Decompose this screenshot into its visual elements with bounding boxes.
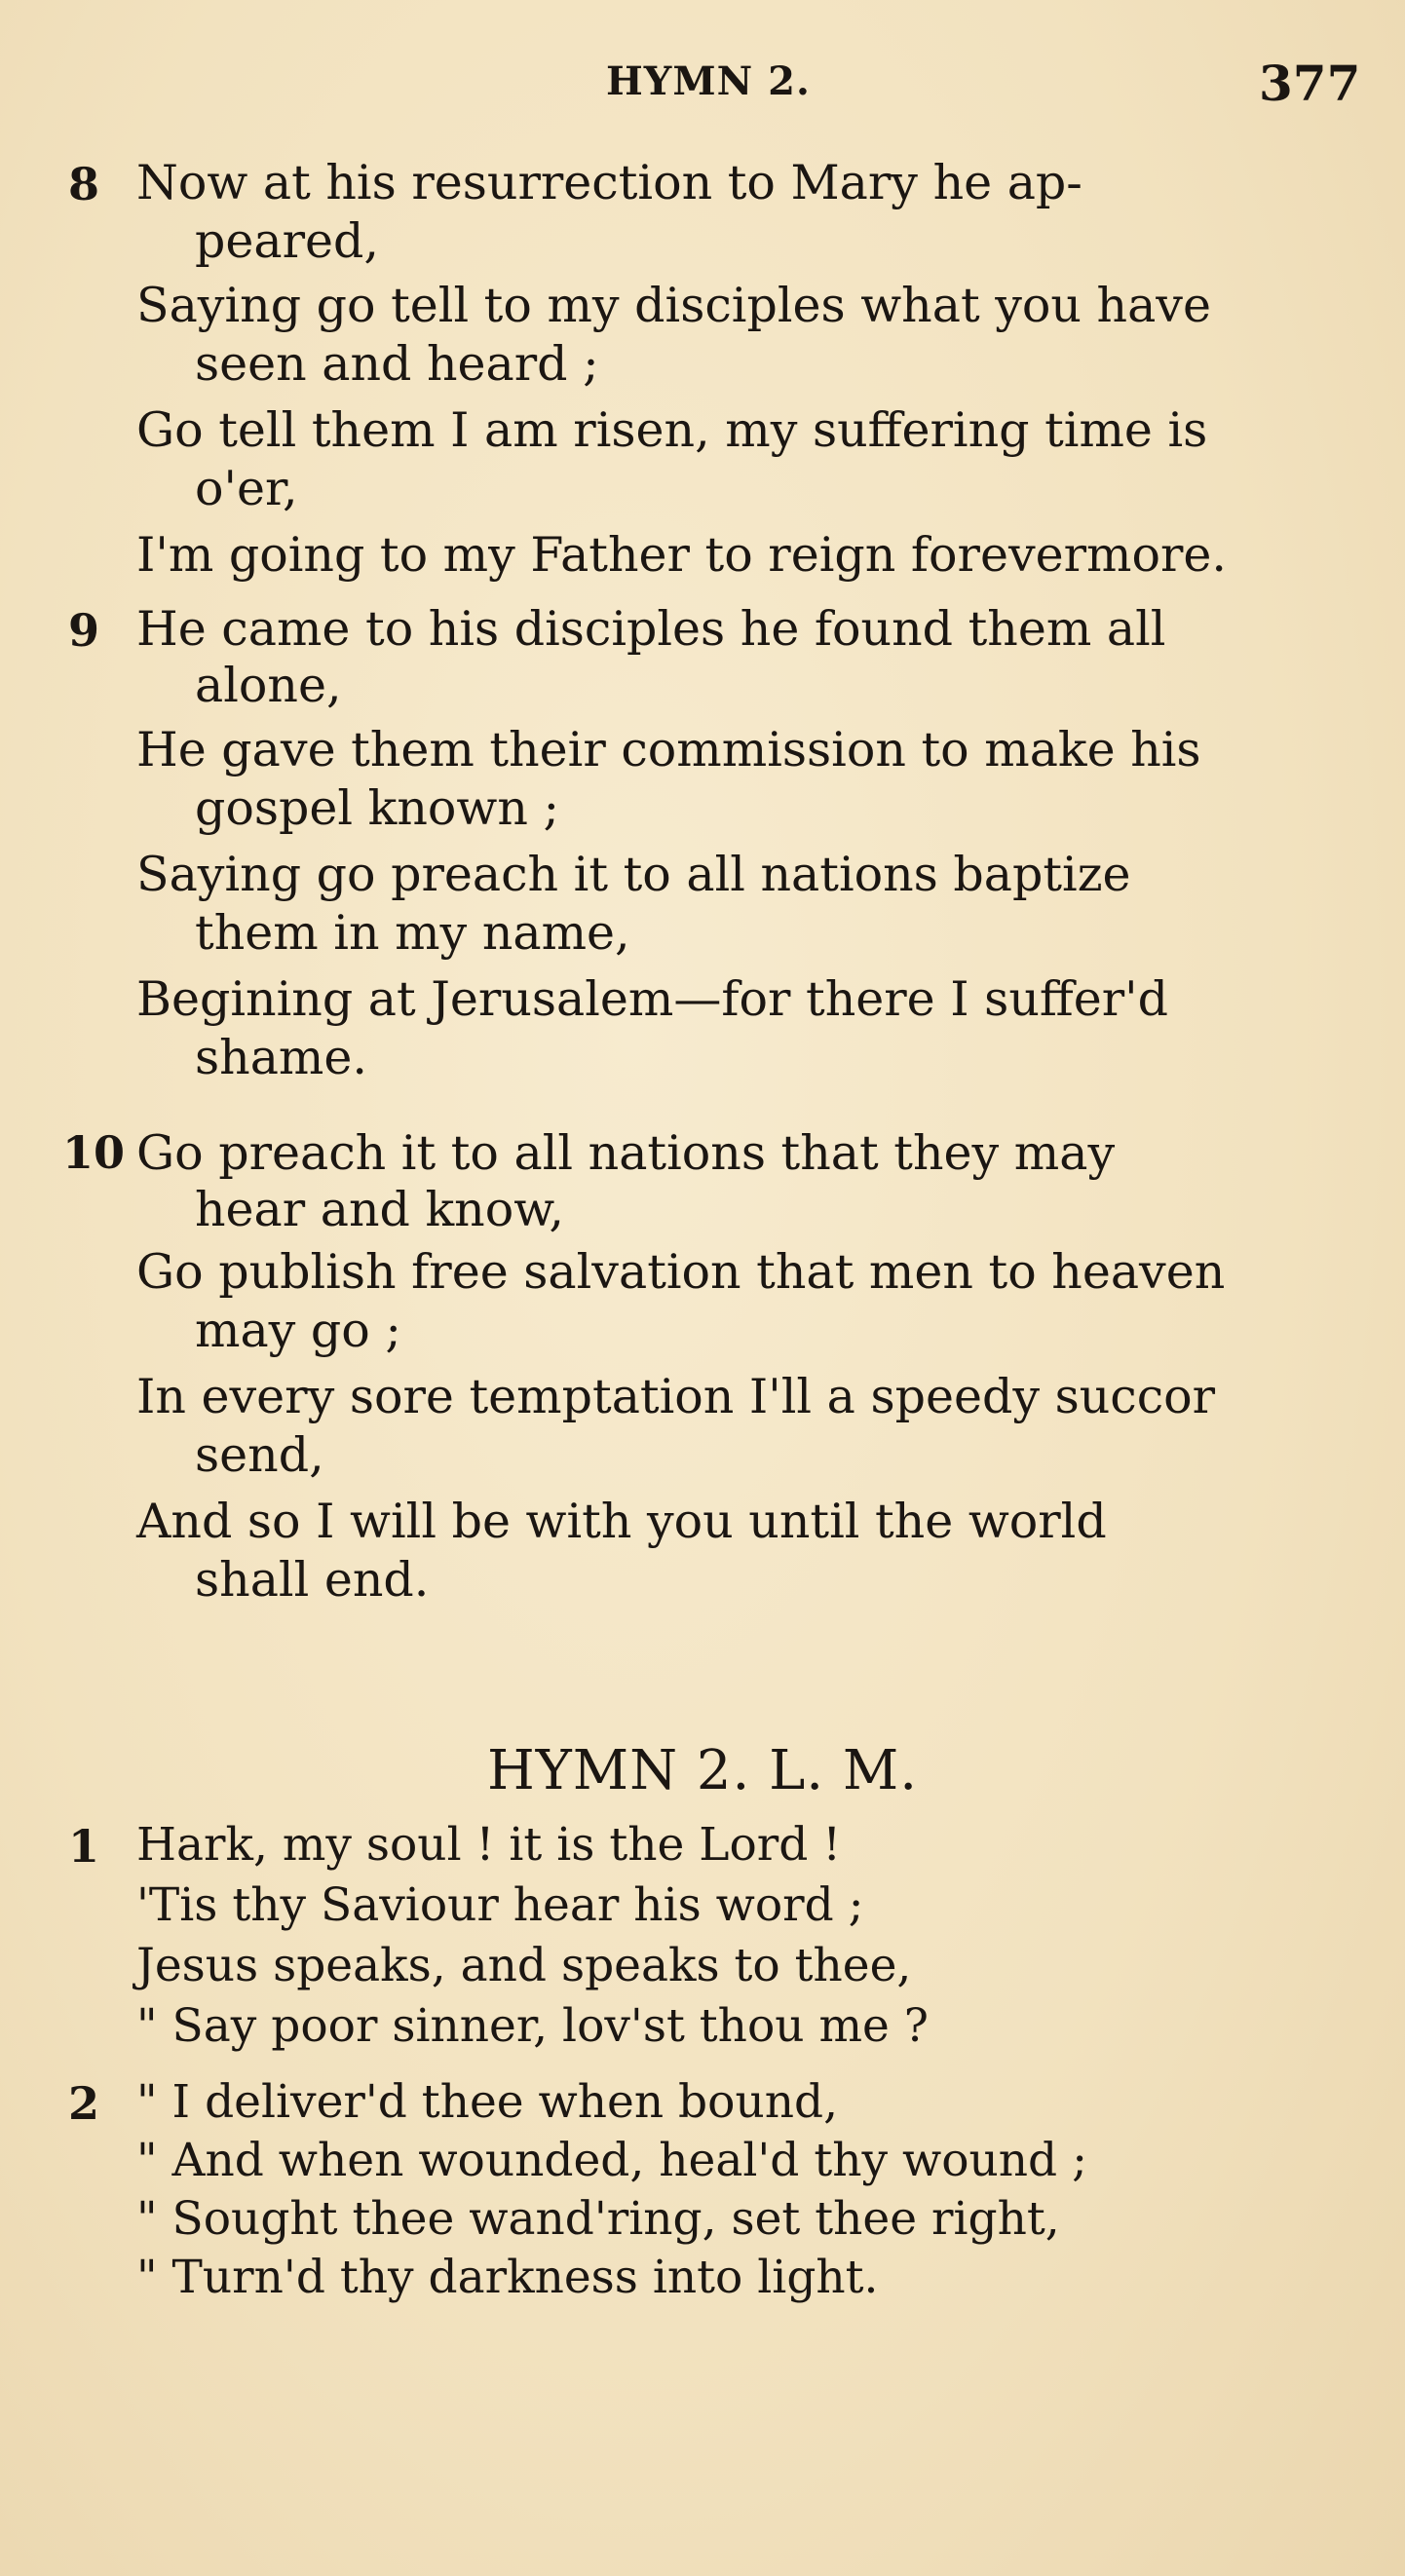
verse-number: 2 (68, 2077, 100, 2130)
verse-line: seen and heard ; (195, 336, 599, 392)
page-number: 377 (1259, 55, 1361, 112)
verse-line: And so I will be with you until the world (136, 1494, 1107, 1549)
verse-line: " Sought thee wand'ring, set thee right, (136, 2192, 1060, 2246)
verse-line: Saying go tell to my disciples what you have (136, 278, 1211, 333)
verse-line: gospel known ; (195, 780, 559, 836)
verse-line: He came to his disciples he found them all (136, 601, 1166, 657)
verse-line: Go preach it to all nations that they may (136, 1125, 1116, 1181)
verse-line: " And when wounded, heal'd thy wound ; (136, 2134, 1087, 2187)
verse-line: Go tell them I am risen, my suffering time is (136, 402, 1208, 458)
verse-line: may go ; (195, 1303, 401, 1358)
verse-number: 10 (62, 1126, 126, 1179)
verse-line: He gave them their commission to make his (136, 722, 1201, 777)
verse-line: Go publish free salvation that men to heaven (136, 1244, 1226, 1300)
verse-line: shame. (195, 1030, 367, 1085)
verse-line: Begining at Jerusalem—for there I suffer'd (136, 971, 1168, 1027)
verse-line: send, (195, 1427, 324, 1483)
verse-line: " Say poor sinner, lov'st thou me ? (136, 1999, 929, 2053)
verse-line: Saying go preach it to all nations baptize (136, 847, 1131, 902)
verse-line: shall end. (195, 1552, 430, 1608)
hymn-heading: HYMN 2. L. M. (486, 1739, 919, 1802)
running-head (0, 55, 1405, 113)
verse-line: " Turn'd thy darkness into light. (136, 2251, 879, 2304)
verse-number: 8 (68, 158, 100, 210)
verse-line: them in my name, (195, 905, 630, 961)
verse-line: Jesus speaks, and speaks to thee, (136, 1939, 912, 1992)
verse-line: Now at his resurrection to Mary he ap- (136, 155, 1082, 210)
verse-line: Hark, my soul ! it is the Lord ! (136, 1818, 842, 1872)
verse-line: 'Tis thy Saviour hear his word ; (136, 1878, 864, 1932)
verse-line: alone, (195, 658, 342, 713)
verse-line: " I deliver'd thee when bound, (136, 2075, 839, 2129)
verse-line: In every sore temptation I'll a speedy succor (136, 1369, 1216, 1424)
running-title: HYMN 2. (606, 58, 811, 104)
verse-number: 1 (68, 1820, 100, 1873)
verse-line: hear and know, (195, 1182, 564, 1237)
verse-line: o'er, (195, 461, 298, 516)
verse-number: 9 (68, 604, 100, 657)
verse-line: peared, (195, 213, 379, 269)
verse-line: I'm going to my Father to reign forevermore. (136, 527, 1228, 583)
